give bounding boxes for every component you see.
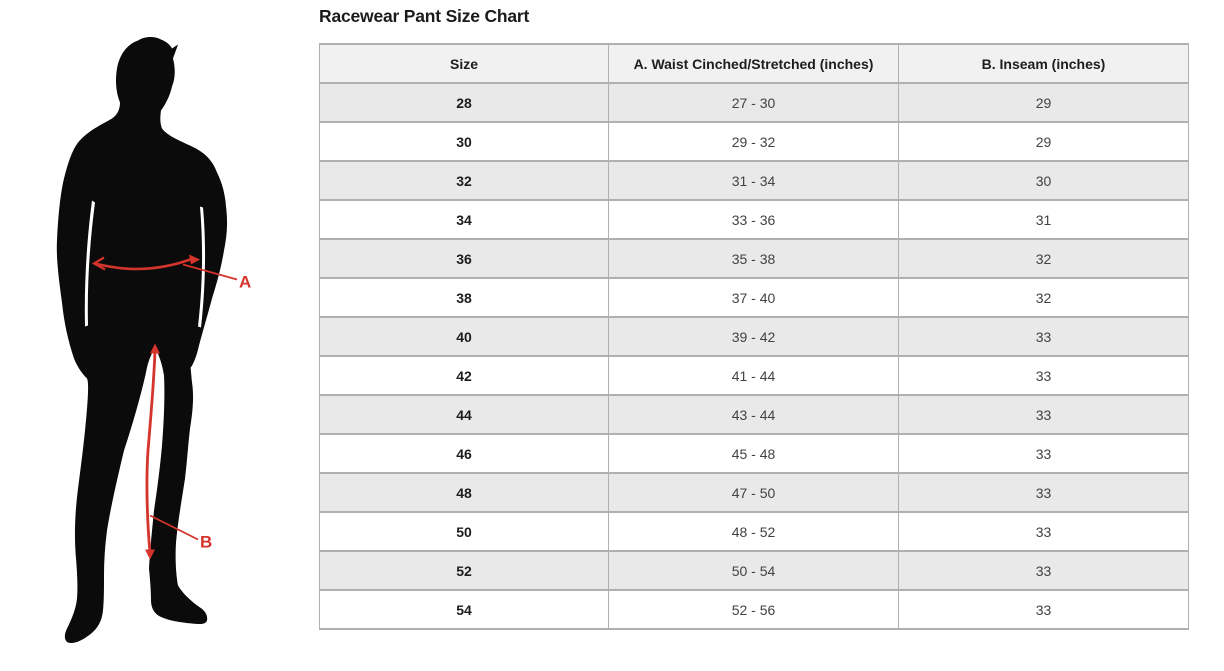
waist-cell: 41 - 44 <box>609 356 899 395</box>
size-cell: 54 <box>320 590 609 629</box>
inseam-cell: 33 <box>899 551 1189 590</box>
waist-cell: 39 - 42 <box>609 317 899 356</box>
table-row <box>320 239 1189 278</box>
inseam-cell: 33 <box>899 317 1189 356</box>
size-cell: 36 <box>320 239 609 278</box>
table-row <box>320 200 1189 239</box>
inseam-cell: 32 <box>899 239 1189 278</box>
table-row <box>320 278 1189 317</box>
size-cell: 52 <box>320 551 609 590</box>
size-cell: 50 <box>320 512 609 551</box>
size-chart-body <box>320 83 1189 629</box>
size-cell: 42 <box>320 356 609 395</box>
table-row <box>320 434 1189 473</box>
column-header-waist: A. Waist Cinched/Stretched (inches) <box>609 44 899 83</box>
table-row <box>320 83 1189 122</box>
size-cell: 28 <box>320 83 609 122</box>
waist-cell: 43 - 44 <box>609 395 899 434</box>
table-row <box>320 551 1189 590</box>
size-cell: 44 <box>320 395 609 434</box>
table-row <box>320 590 1189 629</box>
table-row <box>320 356 1189 395</box>
inseam-cell: 33 <box>899 473 1189 512</box>
page-title: Racewear Pant Size Chart <box>319 6 530 26</box>
waist-cell: 47 - 50 <box>609 473 899 512</box>
table-row <box>320 473 1189 512</box>
inseam-cell: 33 <box>899 356 1189 395</box>
inseam-cell: 31 <box>899 200 1189 239</box>
size-cell: 34 <box>320 200 609 239</box>
waist-cell: 37 - 40 <box>609 278 899 317</box>
waist-cell: 50 - 54 <box>609 551 899 590</box>
inseam-cell: 33 <box>899 395 1189 434</box>
inseam-cell: 33 <box>899 434 1189 473</box>
size-cell: 48 <box>320 473 609 512</box>
waist-label: A <box>239 272 252 292</box>
inseam-label: B <box>200 532 213 552</box>
size-cell: 30 <box>320 122 609 161</box>
size-cell: 40 <box>320 317 609 356</box>
inseam-cell: 32 <box>899 278 1189 317</box>
inseam-cell: 33 <box>899 512 1189 551</box>
column-header-inseam: B. Inseam (inches) <box>899 44 1189 83</box>
size-chart-table <box>319 43 1189 630</box>
inseam-cell: 29 <box>899 83 1189 122</box>
size-measurement-figure <box>50 28 260 653</box>
waist-cell: 31 - 34 <box>609 161 899 200</box>
table-row <box>320 512 1189 551</box>
table-row <box>320 122 1189 161</box>
table-row <box>320 317 1189 356</box>
measurement-figure-svg <box>50 28 260 653</box>
table-header <box>320 44 1189 83</box>
waist-cell: 33 - 36 <box>609 200 899 239</box>
waist-cell: 35 - 38 <box>609 239 899 278</box>
body-silhouette-icon <box>57 37 227 643</box>
size-cell: 32 <box>320 161 609 200</box>
table-header-row <box>320 44 1189 83</box>
inseam-cell: 33 <box>899 590 1189 629</box>
size-cell: 46 <box>320 434 609 473</box>
inseam-cell: 30 <box>899 161 1189 200</box>
inseam-cell: 29 <box>899 122 1189 161</box>
waist-cell: 48 - 52 <box>609 512 899 551</box>
waist-cell: 29 - 32 <box>609 122 899 161</box>
waist-cell: 45 - 48 <box>609 434 899 473</box>
waist-cell: 52 - 56 <box>609 590 899 629</box>
waist-cell: 27 - 30 <box>609 83 899 122</box>
size-cell: 38 <box>320 278 609 317</box>
column-header-size: Size <box>320 44 609 83</box>
table-row <box>320 161 1189 200</box>
table-row <box>320 395 1189 434</box>
